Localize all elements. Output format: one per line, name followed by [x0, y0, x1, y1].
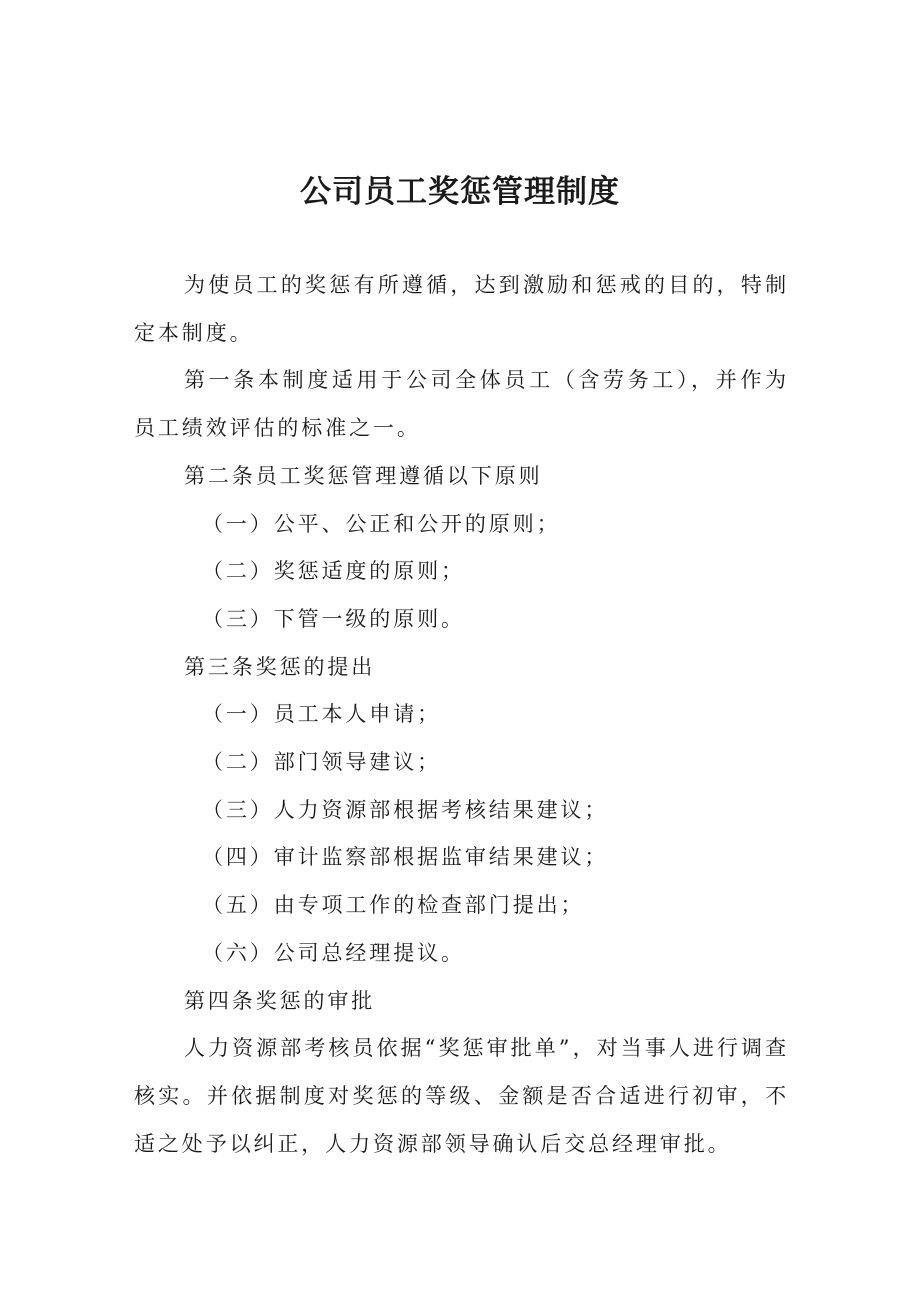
article-3-item: （四）审计监察部根据监审结果建议； — [202, 845, 609, 870]
article-2-item: （三）下管一级的原则。 — [202, 606, 465, 631]
article-2-item: （一）公平、公正和公开的原则； — [202, 511, 561, 536]
article-3-heading: 第三条奖惩的提出 — [184, 654, 376, 679]
article-2-heading: 第二条员工奖惩管理遵循以下原则 — [184, 463, 543, 488]
article-1-paragraph: 第一条本制度适用于公司全体员工（含劳务工），并作为员工绩效评估的标准之一。 — [134, 368, 789, 441]
article-2-item: （二）奖惩适度的原则； — [202, 559, 465, 584]
intro-paragraph: 为使员工的奖惩有所遵循，达到激励和惩戒的目的，特制定本制度。 — [134, 273, 789, 345]
article-4-paragraph: 人力资源部考核员依据“奖惩审批单”，对当事人进行调查核实。并依据制度对奖惩的等级、金额是否合适进行初审，不适之处予以纠正，人力资源部领导确认后交总经理审批。 — [134, 1036, 789, 1156]
document-title: 公司员工奖惩管理制度 — [300, 174, 620, 210]
document-body — [134, 262, 789, 1168]
article-3-item: （三）人力资源部根据考核结果建议； — [202, 797, 609, 822]
article-4-heading: 第四条奖惩的审批 — [184, 988, 376, 1013]
article-3-item: （二）部门领导建议； — [202, 750, 441, 775]
article-3-item: （五）由专项工作的检查部门提出； — [202, 893, 585, 918]
article-3-item: （六）公司总经理提议。 — [202, 940, 465, 965]
article-3-item: （一）员工本人申请； — [202, 702, 441, 727]
